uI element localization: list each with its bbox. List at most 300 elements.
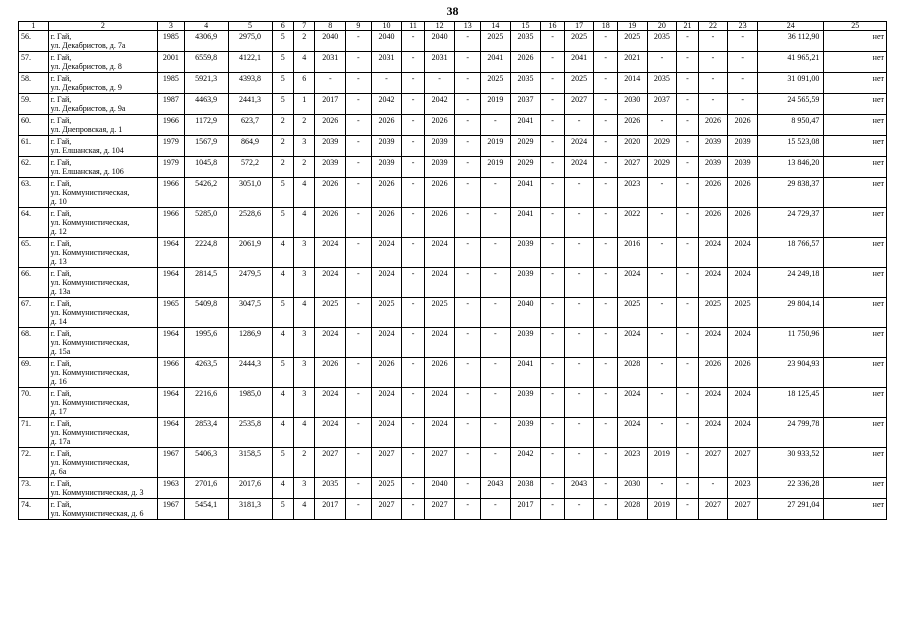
value-cell: 2016 (617, 238, 647, 268)
address-line: ул. Коммунистическая, д. 3 (50, 488, 144, 497)
value-cell: - (346, 298, 372, 328)
value-cell: 5426,2 (184, 178, 228, 208)
value-cell: - (455, 157, 481, 178)
cost-cell: 11 750,96 (757, 328, 823, 358)
value-cell: 2025 (564, 31, 594, 52)
value-cell: - (594, 94, 618, 115)
value-cell: - (455, 73, 481, 94)
value-cell: 2029 (647, 136, 677, 157)
value-cell: 1567,9 (184, 136, 228, 157)
value-cell: - (728, 73, 758, 94)
status-cell: нет (824, 31, 887, 52)
value-cell: - (346, 388, 372, 418)
value-cell: 2041 (564, 52, 594, 73)
column-number: 2 (48, 22, 157, 31)
value-cell: - (647, 238, 677, 268)
address-line: ул. Коммунистическая, (50, 278, 130, 287)
address-line: г. Гай, (50, 95, 72, 104)
value-cell: 2023 (617, 448, 647, 478)
value-cell: 2024 (617, 268, 647, 298)
value-cell: 2024 (728, 388, 758, 418)
value-cell: 2040 (510, 298, 541, 328)
value-cell: 2024 (698, 268, 728, 298)
value-cell: - (594, 499, 618, 520)
value-cell: - (481, 115, 511, 136)
address-cell (48, 388, 157, 418)
address-line: ул. Коммунистическая, (50, 428, 130, 437)
address-line: д. 13 (50, 257, 67, 266)
value-cell: - (728, 31, 758, 52)
row-number: 61. (19, 136, 49, 157)
value-cell: 4 (293, 52, 314, 73)
value-cell: - (402, 388, 424, 418)
address-line: ул. Коммунистическая, (50, 368, 130, 377)
value-cell: 4 (272, 268, 293, 298)
value-cell: 2025 (315, 298, 346, 328)
value-cell: - (455, 115, 481, 136)
value-cell: 1966 (158, 358, 185, 388)
value-cell: - (594, 448, 618, 478)
status-cell: нет (824, 157, 887, 178)
value-cell: - (541, 94, 565, 115)
value-cell: 2701,6 (184, 478, 228, 499)
value-cell: - (594, 178, 618, 208)
address-cell (48, 94, 157, 115)
cost-cell: 24 565,59 (757, 94, 823, 115)
address-cell (48, 418, 157, 448)
value-cell: - (541, 178, 565, 208)
column-number: 5 (228, 22, 272, 31)
value-cell: 2025 (424, 298, 455, 328)
value-cell: 2019 (647, 448, 677, 478)
value-cell: - (481, 178, 511, 208)
value-cell: 2024 (728, 238, 758, 268)
value-cell: 2041 (510, 208, 541, 238)
value-cell: - (698, 94, 728, 115)
value-cell: 4 (293, 208, 314, 238)
column-number: 23 (728, 22, 758, 31)
value-cell: 6 (293, 73, 314, 94)
value-cell: - (564, 268, 594, 298)
value-cell: - (541, 298, 565, 328)
value-cell: 2024 (315, 388, 346, 418)
address-cell (48, 178, 157, 208)
value-cell: 4263,5 (184, 358, 228, 388)
value-cell: 2024 (315, 418, 346, 448)
value-cell: - (346, 418, 372, 448)
row-number: 74. (19, 499, 49, 520)
value-cell: 2026 (728, 358, 758, 388)
value-cell: 2027 (698, 499, 728, 520)
value-cell: 2026 (371, 178, 402, 208)
address-line: ул. Елшанская, д. 104 (50, 146, 124, 155)
value-cell: - (455, 388, 481, 418)
value-cell: 2026 (698, 208, 728, 238)
value-cell: 2024 (617, 418, 647, 448)
value-cell: 5921,3 (184, 73, 228, 94)
value-cell: - (647, 478, 677, 499)
value-cell: 2026 (424, 178, 455, 208)
value-cell: 2020 (617, 136, 647, 157)
status-cell: нет (824, 328, 887, 358)
value-cell: 2022 (617, 208, 647, 238)
value-cell: 1985 (158, 73, 185, 94)
value-cell: - (402, 418, 424, 448)
value-cell: - (455, 52, 481, 73)
address-line: г. Гай, (50, 479, 72, 488)
address-cell (48, 31, 157, 52)
cost-cell: 18 766,57 (757, 238, 823, 268)
value-cell: 2024 (371, 268, 402, 298)
value-cell: - (455, 208, 481, 238)
column-number: 4 (184, 22, 228, 31)
value-cell: 1979 (158, 136, 185, 157)
value-cell: - (677, 31, 698, 52)
status-cell: нет (824, 388, 887, 418)
value-cell: 2024 (371, 388, 402, 418)
address-cell (48, 136, 157, 157)
row-number: 59. (19, 94, 49, 115)
table-row (19, 94, 887, 115)
cost-cell: 31 091,00 (757, 73, 823, 94)
value-cell: - (677, 388, 698, 418)
cost-cell: 29 804,14 (757, 298, 823, 328)
address-line: г. Гай, (50, 158, 72, 167)
value-cell: 2043 (564, 478, 594, 499)
value-cell: - (594, 115, 618, 136)
value-cell: 2023 (617, 178, 647, 208)
value-cell: 3051,0 (228, 178, 272, 208)
status-cell: нет (824, 94, 887, 115)
value-cell: 2027 (371, 499, 402, 520)
value-cell: 2029 (510, 157, 541, 178)
value-cell: 2026 (315, 358, 346, 388)
value-cell: 2975,0 (228, 31, 272, 52)
value-cell: 2027 (424, 448, 455, 478)
address-line: ул. Коммунистическая, д. 6 (50, 509, 144, 518)
value-cell: - (594, 208, 618, 238)
value-cell: 864,9 (228, 136, 272, 157)
value-cell: 4 (293, 178, 314, 208)
row-number: 73. (19, 478, 49, 499)
value-cell: 3 (293, 136, 314, 157)
value-cell: 2039 (424, 157, 455, 178)
value-cell: 2216,6 (184, 388, 228, 418)
value-cell: 2 (272, 115, 293, 136)
value-cell: - (594, 298, 618, 328)
value-cell: 2024 (564, 157, 594, 178)
value-cell: 2026 (698, 115, 728, 136)
value-cell: 2535,8 (228, 418, 272, 448)
value-cell: 2026 (371, 115, 402, 136)
value-cell: 5 (272, 298, 293, 328)
value-cell: - (594, 328, 618, 358)
value-cell: 3181,3 (228, 499, 272, 520)
value-cell: 4 (272, 238, 293, 268)
address-cell (48, 298, 157, 328)
address-line: ул. Коммунистическая, (50, 308, 130, 317)
value-cell: 2026 (728, 115, 758, 136)
value-cell: 2026 (315, 208, 346, 238)
cost-cell: 41 965,21 (757, 52, 823, 73)
value-cell: - (677, 448, 698, 478)
address-line: ул. Коммунистическая, (50, 188, 130, 197)
value-cell: 5406,3 (184, 448, 228, 478)
table-row (19, 238, 887, 268)
cost-cell: 24 799,78 (757, 418, 823, 448)
value-cell: 2028 (617, 499, 647, 520)
address-cell (48, 115, 157, 136)
value-cell: 2 (272, 136, 293, 157)
value-cell: 2039 (698, 157, 728, 178)
value-cell: 2039 (371, 136, 402, 157)
value-cell: - (402, 208, 424, 238)
value-cell: - (564, 178, 594, 208)
value-cell: 2026 (315, 178, 346, 208)
address-line: г. Гай, (50, 269, 72, 278)
value-cell: 3 (293, 238, 314, 268)
value-cell: 3 (293, 268, 314, 298)
value-cell: - (698, 478, 728, 499)
value-cell: - (541, 499, 565, 520)
value-cell: - (481, 499, 511, 520)
value-cell: - (564, 358, 594, 388)
column-number: 15 (510, 22, 541, 31)
value-cell: - (481, 328, 511, 358)
address-line: г. Гай, (50, 299, 72, 308)
address-line: г. Гай, (50, 500, 72, 509)
value-cell: - (564, 238, 594, 268)
value-cell: 2024 (371, 328, 402, 358)
address-line: ул. Коммунистическая, (50, 458, 130, 467)
value-cell: 2 (293, 115, 314, 136)
value-cell: 2024 (371, 418, 402, 448)
table-row (19, 136, 887, 157)
value-cell: 2038 (510, 478, 541, 499)
value-cell: 4 (272, 418, 293, 448)
value-cell: - (346, 478, 372, 499)
value-cell: 2024 (728, 418, 758, 448)
value-cell: 2030 (617, 94, 647, 115)
address-line: г. Гай, (50, 32, 72, 41)
column-number: 11 (402, 22, 424, 31)
value-cell: 2037 (647, 94, 677, 115)
value-cell: - (564, 418, 594, 448)
value-cell: 2031 (371, 52, 402, 73)
address-line: д. 14 (50, 317, 67, 326)
column-number: 6 (272, 22, 293, 31)
value-cell: 2028 (617, 358, 647, 388)
value-cell: 3 (293, 328, 314, 358)
address-line: г. Гай, (50, 137, 72, 146)
value-cell: 6559,8 (184, 52, 228, 73)
value-cell: 1966 (158, 208, 185, 238)
value-cell: 2029 (647, 157, 677, 178)
table-row (19, 478, 887, 499)
value-cell: 2039 (728, 157, 758, 178)
address-line: ул. Декабристов, д. 8 (50, 62, 122, 71)
value-cell: 2026 (424, 115, 455, 136)
value-cell: - (677, 328, 698, 358)
address-line: г. Гай, (50, 209, 72, 218)
cost-cell: 8 950,47 (757, 115, 823, 136)
value-cell: - (677, 52, 698, 73)
column-number: 14 (481, 22, 511, 31)
value-cell: - (647, 388, 677, 418)
value-cell: 2031 (424, 52, 455, 73)
value-cell: 4 (293, 418, 314, 448)
value-cell: - (481, 268, 511, 298)
value-cell: 2444,3 (228, 358, 272, 388)
value-cell: 2037 (510, 94, 541, 115)
value-cell: - (481, 388, 511, 418)
value-cell: 2029 (510, 136, 541, 157)
value-cell: 2026 (728, 178, 758, 208)
value-cell: 5 (272, 178, 293, 208)
value-cell: 2024 (698, 418, 728, 448)
value-cell: 3047,5 (228, 298, 272, 328)
value-cell: 2026 (424, 208, 455, 238)
value-cell: - (424, 73, 455, 94)
value-cell: 2026 (698, 178, 728, 208)
value-cell: 2026 (617, 115, 647, 136)
table-row (19, 358, 887, 388)
value-cell: - (647, 178, 677, 208)
cost-cell: 22 336,28 (757, 478, 823, 499)
value-cell: 2024 (424, 328, 455, 358)
value-cell: - (677, 418, 698, 448)
value-cell: - (677, 94, 698, 115)
address-line: д. 16 (50, 377, 67, 386)
address-line: ул. Декабристов, д. 9а (50, 104, 126, 113)
value-cell: 2017 (315, 94, 346, 115)
value-cell: 2024 (698, 328, 728, 358)
value-cell: - (541, 448, 565, 478)
cost-cell: 15 523,08 (757, 136, 823, 157)
value-cell: - (594, 418, 618, 448)
address-line: г. Гай, (50, 179, 72, 188)
value-cell: 1967 (158, 448, 185, 478)
value-cell: 3 (293, 358, 314, 388)
value-cell: 5 (272, 52, 293, 73)
cost-cell: 18 125,45 (757, 388, 823, 418)
value-cell: - (541, 208, 565, 238)
value-cell: 2021 (617, 52, 647, 73)
value-cell: 5 (272, 73, 293, 94)
value-cell: 2014 (617, 73, 647, 94)
value-cell: 4306,9 (184, 31, 228, 52)
value-cell: - (402, 268, 424, 298)
value-cell: - (402, 478, 424, 499)
value-cell: - (455, 358, 481, 388)
value-cell: - (402, 115, 424, 136)
status-cell: нет (824, 499, 887, 520)
value-cell: 5454,1 (184, 499, 228, 520)
address-cell (48, 328, 157, 358)
value-cell: 2035 (315, 478, 346, 499)
value-cell: - (541, 358, 565, 388)
value-cell: - (677, 157, 698, 178)
value-cell: 2039 (510, 388, 541, 418)
value-cell: 2039 (371, 157, 402, 178)
value-cell: 1985,0 (228, 388, 272, 418)
value-cell: - (541, 115, 565, 136)
value-cell: 2031 (315, 52, 346, 73)
value-cell: 2035 (510, 31, 541, 52)
status-cell: нет (824, 238, 887, 268)
cost-cell: 29 838,37 (757, 178, 823, 208)
table-row (19, 178, 887, 208)
value-cell: - (594, 478, 618, 499)
value-cell: 2001 (158, 52, 185, 73)
address-cell (48, 478, 157, 499)
address-line: ул. Коммунистическая, (50, 248, 130, 257)
status-cell: нет (824, 52, 887, 73)
value-cell: 2040 (424, 478, 455, 499)
value-cell: - (594, 238, 618, 268)
value-cell: 2024 (564, 136, 594, 157)
value-cell: 1286,9 (228, 328, 272, 358)
value-cell: 2025 (728, 298, 758, 328)
address-line: д. 15а (50, 347, 71, 356)
value-cell: - (541, 136, 565, 157)
value-cell: - (677, 478, 698, 499)
value-cell: - (594, 136, 618, 157)
value-cell: - (541, 418, 565, 448)
value-cell: 2814,5 (184, 268, 228, 298)
value-cell: 2035 (647, 31, 677, 52)
row-number: 63. (19, 178, 49, 208)
value-cell: 2035 (647, 73, 677, 94)
column-number: 3 (158, 22, 185, 31)
value-cell: - (698, 31, 728, 52)
value-cell: 2479,5 (228, 268, 272, 298)
value-cell: - (402, 157, 424, 178)
value-cell: 2853,4 (184, 418, 228, 448)
value-cell: - (402, 136, 424, 157)
value-cell: 5 (272, 94, 293, 115)
value-cell: 2024 (698, 238, 728, 268)
value-cell: 2025 (698, 298, 728, 328)
value-cell: 2025 (481, 73, 511, 94)
row-number: 60. (19, 115, 49, 136)
status-cell: нет (824, 418, 887, 448)
value-cell: 1964 (158, 238, 185, 268)
value-cell: - (594, 31, 618, 52)
value-cell: - (402, 178, 424, 208)
value-cell: 2030 (617, 478, 647, 499)
value-cell: 2 (293, 157, 314, 178)
cost-cell: 30 933,52 (757, 448, 823, 478)
value-cell: - (677, 208, 698, 238)
value-cell: - (346, 208, 372, 238)
cost-cell: 24 249,18 (757, 268, 823, 298)
value-cell: 5 (272, 499, 293, 520)
column-number-row (19, 22, 887, 31)
value-cell: - (346, 31, 372, 52)
value-cell: - (647, 328, 677, 358)
address-line: ул. Коммунистическая, (50, 338, 130, 347)
table-row (19, 268, 887, 298)
row-number: 64. (19, 208, 49, 238)
table-row (19, 388, 887, 418)
value-cell: - (677, 358, 698, 388)
value-cell: 2026 (371, 208, 402, 238)
value-cell: - (402, 52, 424, 73)
value-cell: - (541, 328, 565, 358)
row-number: 62. (19, 157, 49, 178)
value-cell: - (594, 157, 618, 178)
